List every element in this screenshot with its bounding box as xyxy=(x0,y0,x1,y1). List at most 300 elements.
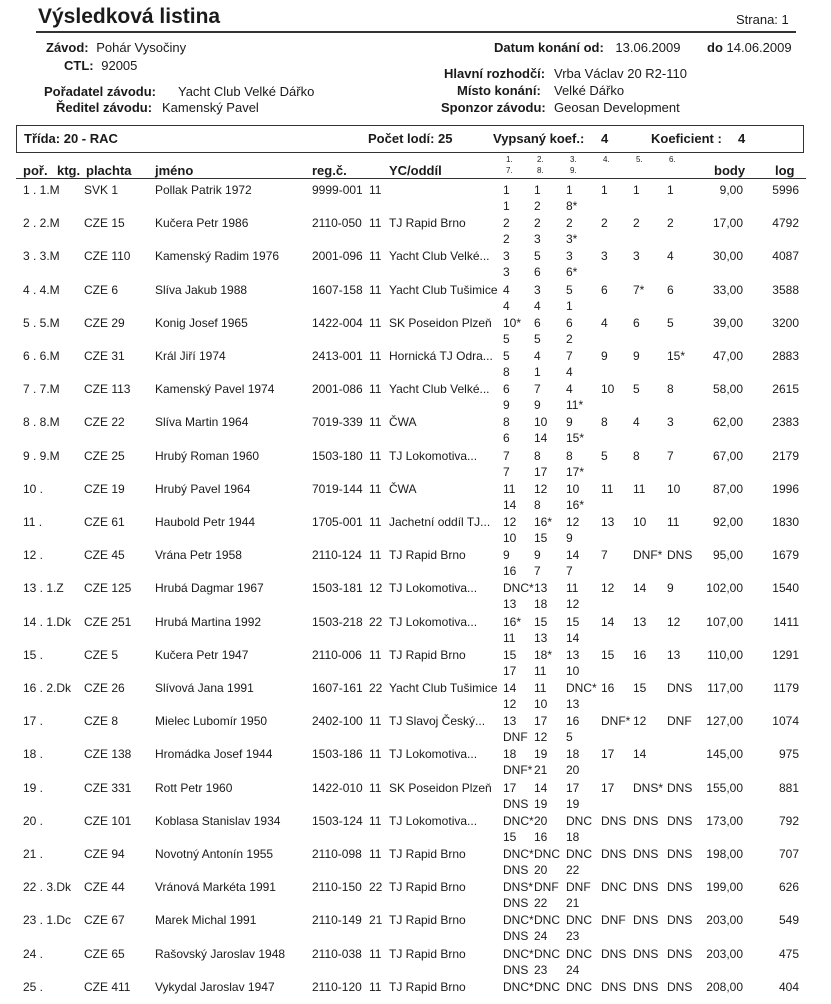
rank-cell: 7 . 7.M xyxy=(23,382,60,396)
col-yc: YC/oddíl xyxy=(389,163,442,178)
race-result-cell: 11 xyxy=(503,482,516,496)
race-result-cell: 1 xyxy=(667,183,674,197)
race-result-cell: 14 xyxy=(503,681,517,695)
race-result-cell: 16 xyxy=(633,648,647,662)
race-result-cell: DNS* xyxy=(503,880,534,894)
category-cell: 11 xyxy=(369,183,382,197)
race-result-cell: 11 xyxy=(667,515,680,529)
race-result-cell: 5 xyxy=(566,730,573,744)
race-result-cell: DNS xyxy=(503,797,529,811)
name-cell: Král Jiří 1974 xyxy=(155,349,226,363)
reg-number-cell: 7019-339 xyxy=(312,415,363,429)
race-result-cell: 15 xyxy=(503,830,517,844)
col-ktg: ktg. xyxy=(57,163,81,178)
race-result-cell: 3 xyxy=(633,249,640,263)
race-result-cell: DNC xyxy=(534,847,560,861)
race-result-cell: DNC xyxy=(566,913,592,927)
club-cell: TJ Slavoj Český... xyxy=(389,714,486,728)
race-result-cell: 11 xyxy=(534,681,547,695)
race-result-cell: 17 xyxy=(503,781,517,795)
race-header-3: 3. xyxy=(570,155,577,164)
category-cell: 11 xyxy=(369,747,382,761)
ctl-label: CTL: xyxy=(64,58,94,73)
race-result-cell: 6 xyxy=(503,431,510,445)
name-cell: Slíva Jakub 1988 xyxy=(155,283,248,297)
race-result-cell: 22 xyxy=(566,863,580,877)
club-cell: TJ Lokomotiva... xyxy=(389,814,478,828)
race-result-cell: DNC* xyxy=(503,913,534,927)
col-log: log xyxy=(775,163,795,178)
sail-number-cell: CZE 67 xyxy=(84,913,125,927)
race-result-cell: 2 xyxy=(534,216,541,230)
race-result-cell: 12 xyxy=(633,714,647,728)
category-cell: 11 xyxy=(369,548,382,562)
log-cell: 2179 xyxy=(772,449,799,463)
sail-number-cell: CZE 22 xyxy=(84,415,125,429)
race-header-9: 9. xyxy=(570,166,577,175)
sail-number-cell: CZE 8 xyxy=(84,714,119,728)
page-value: 1 xyxy=(781,12,789,27)
reg-number-cell: 2110-150 xyxy=(312,880,362,894)
datum-do-value: 14.06.2009 xyxy=(726,40,792,55)
poradatel-line xyxy=(44,84,315,99)
race-result-cell: 10 xyxy=(566,482,580,496)
race-result-cell: 12 xyxy=(667,615,681,629)
race-result-cell: 10* xyxy=(503,316,522,330)
race-result-cell: 7* xyxy=(633,283,645,297)
race-result-cell: 20 xyxy=(534,863,548,877)
race-result-cell: 7 xyxy=(534,382,541,396)
race-result-cell: 12 xyxy=(503,697,517,711)
race-result-cell: 6 xyxy=(534,316,541,330)
reg-number-cell: 1503-180 xyxy=(312,449,363,463)
vypsany-koef-label: Vypsaný koef.: xyxy=(493,131,585,146)
reg-number-cell: 2110-038 xyxy=(312,947,362,961)
race-result-cell: 7 xyxy=(601,548,608,562)
reg-number-cell: 2110-050 xyxy=(312,216,362,230)
zavod-line xyxy=(46,40,186,55)
race-result-cell: 1 xyxy=(601,183,608,197)
club-cell: ČWA xyxy=(389,415,417,429)
race-header-4: 4. xyxy=(603,155,610,164)
race-result-cell: 16 xyxy=(503,564,517,578)
race-header-2: 2. xyxy=(537,155,544,164)
reditel-label: Ředitel závodu: xyxy=(56,100,153,115)
rank-cell: 22 . 3.Dk xyxy=(23,880,72,894)
club-cell: TJ Lokomotiva... xyxy=(389,747,478,761)
reg-number-cell: 9999-001 xyxy=(312,183,363,197)
race-result-cell: 7 xyxy=(503,465,510,479)
category-cell: 11 xyxy=(369,781,382,795)
col-plachta: plachta xyxy=(86,163,132,178)
pocet-lodi: Počet lodí: 25 xyxy=(368,131,453,146)
race-result-cell: DNS xyxy=(633,913,659,927)
rank-cell: 1 . 1.M xyxy=(23,183,60,197)
race-result-cell: DNS xyxy=(667,913,693,927)
category-cell: 11 xyxy=(369,515,382,529)
race-result-cell: DNF xyxy=(667,714,692,728)
sail-number-cell: CZE 61 xyxy=(84,515,125,529)
points-cell: 102,00 xyxy=(706,581,743,595)
race-result-cell: 10 xyxy=(503,531,517,545)
race-result-cell: 13 xyxy=(534,581,548,595)
race-result-cell: 13 xyxy=(503,714,517,728)
log-cell: 404 xyxy=(778,980,799,994)
race-result-cell: 2 xyxy=(601,216,608,230)
points-cell: 155,00 xyxy=(706,781,743,795)
koeficient-label: Koeficient : xyxy=(651,131,722,146)
race-result-cell: 4 xyxy=(667,249,674,263)
club-cell: TJ Rapid Brno xyxy=(389,980,466,994)
race-result-cell: 5 xyxy=(534,249,541,263)
race-result-cell: 9 xyxy=(503,398,510,412)
sail-number-cell: CZE 94 xyxy=(84,847,125,861)
rank-cell: 4 . 4.M xyxy=(23,283,60,297)
club-cell: TJ Rapid Brno xyxy=(389,947,466,961)
points-cell: 145,00 xyxy=(706,747,743,761)
race-result-cell: 13 xyxy=(566,697,580,711)
race-result-cell: DNC xyxy=(566,947,592,961)
points-cell: 47,00 xyxy=(712,349,743,363)
club-cell: TJ Rapid Brno xyxy=(389,913,466,927)
race-result-cell: 9 xyxy=(534,548,541,562)
race-result-cell: 2 xyxy=(633,216,640,230)
race-result-cell: 9 xyxy=(633,349,640,363)
sponzor-value: Geosan Development xyxy=(554,100,680,115)
race-result-cell: 10 xyxy=(534,697,548,711)
rank-cell: 25 . xyxy=(23,980,44,994)
club-cell: TJ Rapid Brno xyxy=(389,648,466,662)
reg-number-cell: 7019-144 xyxy=(312,482,363,496)
race-header-7: 7. xyxy=(506,166,513,175)
race-result-cell: 16* xyxy=(534,515,553,529)
name-cell: Vránová Markéta 1991 xyxy=(155,880,276,894)
race-result-cell: DNC* xyxy=(503,980,534,994)
log-cell: 3588 xyxy=(772,283,799,297)
race-result-cell: DNS xyxy=(503,863,529,877)
race-result-cell: 2 xyxy=(667,216,674,230)
points-cell: 39,00 xyxy=(712,316,743,330)
name-cell: Kamenský Radim 1976 xyxy=(155,249,280,263)
rank-cell: 14 . 1.Dk xyxy=(23,615,72,629)
reg-number-cell: 1607-161 xyxy=(312,681,363,695)
race-result-cell: DNS xyxy=(633,947,659,961)
sail-number-cell: CZE 5 xyxy=(84,648,119,662)
race-header-6: 6. xyxy=(669,155,676,164)
race-result-cell: 20 xyxy=(566,763,580,777)
race-result-cell: 6 xyxy=(601,283,608,297)
race-result-cell: DNS xyxy=(503,896,529,910)
race-result-cell: 1 xyxy=(503,183,510,197)
log-cell: 2883 xyxy=(772,349,799,363)
sail-number-cell: CZE 411 xyxy=(84,980,131,994)
sail-number-cell: CZE 101 xyxy=(84,814,132,828)
race-result-cell: 2 xyxy=(566,332,573,346)
category-cell: 11 xyxy=(369,482,382,496)
race-result-cell: DNS xyxy=(601,980,627,994)
club-cell: TJ Rapid Brno xyxy=(389,847,466,861)
points-cell: 9,00 xyxy=(719,183,743,197)
reg-number-cell: 2110-006 xyxy=(312,648,362,662)
sail-number-cell: CZE 138 xyxy=(84,747,132,761)
club-cell: TJ Rapid Brno xyxy=(389,548,466,562)
race-result-cell: DNS xyxy=(503,963,529,977)
rank-cell: 17 . xyxy=(23,714,44,728)
club-cell: TJ Lokomotiva... xyxy=(389,581,478,595)
race-result-cell: 18 xyxy=(566,747,580,761)
race-result-cell: DNS xyxy=(601,814,627,828)
col-reg: reg.č. xyxy=(312,163,347,178)
club-cell: Yacht Club Velké... xyxy=(389,249,490,263)
race-result-cell: 12 xyxy=(534,482,548,496)
race-result-cell: 13 xyxy=(667,648,681,662)
koeficient-value: 4 xyxy=(738,131,746,146)
sail-number-cell: CZE 26 xyxy=(84,681,125,695)
race-result-cell: 1 xyxy=(503,199,510,213)
race-result-cell: 11 xyxy=(534,664,547,678)
rank-cell: 23 . 1.Dc xyxy=(23,913,72,927)
category-cell: 11 xyxy=(369,449,382,463)
race-result-cell: 17* xyxy=(566,465,585,479)
race-result-cell: 16 xyxy=(534,830,548,844)
race-result-cell: 13 xyxy=(503,597,517,611)
race-result-cell: DNS xyxy=(667,781,693,795)
rank-cell: 6 . 6.M xyxy=(23,349,60,363)
name-cell: Kamenský Pavel 1974 xyxy=(155,382,275,396)
sail-number-cell: CZE 19 xyxy=(84,482,125,496)
race-header-1: 1. xyxy=(506,155,513,164)
race-result-cell: DNF xyxy=(534,880,559,894)
category-cell: 11 xyxy=(369,349,382,363)
sail-number-cell: CZE 15 xyxy=(84,216,125,230)
race-result-cell: 4 xyxy=(566,365,573,379)
race-header-8: 8. xyxy=(537,166,544,175)
race-result-cell: DNC xyxy=(566,980,592,994)
name-cell: Hrubý Roman 1960 xyxy=(155,449,260,463)
race-result-cell: DNF xyxy=(566,880,591,894)
log-cell: 707 xyxy=(778,847,799,861)
race-result-cell: 9 xyxy=(566,415,573,429)
reg-number-cell: 1503-181 xyxy=(312,581,363,595)
race-result-cell: DNS xyxy=(633,880,659,894)
reg-number-cell: 1503-124 xyxy=(312,814,363,828)
points-cell: 110,00 xyxy=(707,648,743,662)
points-cell: 33,00 xyxy=(712,283,743,297)
race-result-cell: 5 xyxy=(534,332,541,346)
race-result-cell: 11 xyxy=(633,482,646,496)
title-divider xyxy=(36,31,796,33)
race-result-cell: 8 xyxy=(601,415,608,429)
rank-cell: 5 . 5.M xyxy=(23,316,60,330)
race-result-cell: DNF* xyxy=(503,763,533,777)
race-result-cell: 14 xyxy=(633,581,647,595)
race-result-cell: 19 xyxy=(534,747,548,761)
rank-cell: 18 . xyxy=(23,747,44,761)
log-cell: 626 xyxy=(778,880,799,894)
race-result-cell: 5 xyxy=(503,349,510,363)
race-result-cell: 1 xyxy=(534,365,541,379)
race-result-cell: DNS* xyxy=(633,781,664,795)
race-result-cell: 13 xyxy=(566,648,580,662)
race-result-cell: 15 xyxy=(534,531,548,545)
race-result-cell: 7 xyxy=(566,564,573,578)
race-result-cell: 20 xyxy=(534,814,548,828)
log-cell: 4087 xyxy=(772,249,799,263)
race-result-cell: DNS xyxy=(633,847,659,861)
log-cell: 1074 xyxy=(772,714,799,728)
reditel-value: Kamenský Pavel xyxy=(162,100,259,115)
rank-cell: 13 . 1.Z xyxy=(23,581,64,595)
category-cell: 11 xyxy=(369,415,382,429)
reg-number-cell: 1503-218 xyxy=(312,615,363,629)
race-result-cell: 12 xyxy=(534,730,548,744)
race-result-cell: 7 xyxy=(503,449,510,463)
reg-number-cell: 2110-098 xyxy=(312,847,362,861)
sail-number-cell: CZE 110 xyxy=(84,249,131,263)
sail-number-cell: CZE 113 xyxy=(84,382,131,396)
rank-cell: 19 . xyxy=(23,781,44,795)
ctl-value: 92005 xyxy=(101,58,138,73)
race-result-cell: DNC* xyxy=(503,814,534,828)
reg-number-cell: 2110-124 xyxy=(312,548,362,562)
race-result-cell: 22 xyxy=(534,896,548,910)
race-result-cell: 14 xyxy=(566,631,580,645)
rank-cell: 11 . xyxy=(23,515,43,529)
race-result-cell: DNS xyxy=(667,847,693,861)
category-cell: 11 xyxy=(369,714,382,728)
race-result-cell: 13 xyxy=(534,631,548,645)
race-result-cell: 15 xyxy=(503,648,517,662)
points-cell: 117,00 xyxy=(707,681,743,695)
category-cell: 11 xyxy=(369,947,382,961)
race-result-cell: 14 xyxy=(503,498,517,512)
race-result-cell: 3 xyxy=(534,283,541,297)
race-result-cell: 1 xyxy=(566,183,573,197)
category-cell: 11 xyxy=(369,648,382,662)
race-result-cell: 2 xyxy=(503,232,510,246)
race-result-cell: 8 xyxy=(534,449,541,463)
rank-cell: 8 . 8.M xyxy=(23,415,60,429)
name-cell: Hrubá Dagmar 1967 xyxy=(155,581,264,595)
sail-number-cell: CZE 331 xyxy=(84,781,132,795)
race-result-cell: 9 xyxy=(534,398,541,412)
race-result-cell: 10 xyxy=(667,482,681,496)
reditel-line xyxy=(56,100,259,115)
poradatel-value: Yacht Club Velké Dářko xyxy=(178,84,315,99)
club-cell: TJ Lokomotiva... xyxy=(389,615,478,629)
race-result-cell: 2 xyxy=(566,216,573,230)
trida: Třída: 20 - RAC xyxy=(24,131,118,146)
race-header-5: 5. xyxy=(636,155,643,164)
race-result-cell: 13 xyxy=(633,615,647,629)
race-result-cell: 17 xyxy=(566,781,580,795)
reg-number-cell: 1705-001 xyxy=(312,515,363,529)
reg-number-cell: 2413-001 xyxy=(312,349,363,363)
header-divider xyxy=(16,178,806,179)
race-result-cell: 9 xyxy=(667,581,674,595)
rank-cell: 24 . xyxy=(23,947,44,961)
points-cell: 203,00 xyxy=(706,913,743,927)
race-result-cell: 3 xyxy=(566,249,573,263)
sail-number-cell: CZE 125 xyxy=(84,581,132,595)
club-cell: Yacht Club Velké... xyxy=(389,382,490,396)
race-result-cell: DNC* xyxy=(566,681,597,695)
club-cell: SK Poseidon Plzeň xyxy=(389,781,492,795)
misto-value: Velké Dářko xyxy=(554,83,625,98)
race-result-cell: 6 xyxy=(667,283,674,297)
points-cell: 199,00 xyxy=(706,880,743,894)
rozhodci-label: Hlavní rozhodčí: xyxy=(444,66,546,81)
log-cell: 2615 xyxy=(772,382,799,396)
name-cell: Marek Michal 1991 xyxy=(155,913,257,927)
datum-od-value: 13.06.2009 xyxy=(615,40,681,55)
race-result-cell: DNC* xyxy=(503,847,534,861)
sail-number-cell: CZE 31 xyxy=(84,349,125,363)
points-cell: 198,00 xyxy=(706,847,743,861)
race-result-cell: 3 xyxy=(601,249,608,263)
race-result-cell: 4 xyxy=(534,299,541,313)
sail-number-cell: SVK 1 xyxy=(84,183,119,197)
club-cell: Yacht Club Tušimice xyxy=(389,283,498,297)
sail-number-cell: CZE 44 xyxy=(84,880,125,894)
zavod-value: Pohár Vysočiny xyxy=(96,40,187,55)
rank-cell: 9 . 9.M xyxy=(23,449,60,463)
race-result-cell: 8* xyxy=(566,199,578,213)
name-cell: Hromádka Josef 1944 xyxy=(155,747,273,761)
sponzor-label: Sponzor závodu: xyxy=(441,100,546,115)
race-result-cell: 15 xyxy=(534,615,548,629)
col-jmeno: jméno xyxy=(155,163,194,178)
race-result-cell: DNF xyxy=(503,730,528,744)
category-cell: 22 xyxy=(369,615,383,629)
race-result-cell: 9 xyxy=(503,548,510,562)
name-cell: Hrubá Martina 1992 xyxy=(155,615,262,629)
sail-number-cell: CZE 29 xyxy=(84,316,125,330)
race-result-cell: 17 xyxy=(601,747,615,761)
points-cell: 17,00 xyxy=(712,216,743,230)
race-result-cell: 12 xyxy=(566,515,580,529)
race-result-cell: 10 xyxy=(534,415,548,429)
log-cell: 3200 xyxy=(772,316,799,330)
log-cell: 2383 xyxy=(772,415,799,429)
race-result-cell: 10 xyxy=(566,664,580,678)
reg-number-cell: 2402-100 xyxy=(312,714,363,728)
name-cell: Slívová Jana 1991 xyxy=(155,681,254,695)
race-result-cell: 1 xyxy=(534,183,541,197)
points-cell: 107,00 xyxy=(706,615,743,629)
race-result-cell: 3 xyxy=(503,249,510,263)
datum-label: Datum konání od: xyxy=(494,40,604,55)
name-cell: Slíva Martin 1964 xyxy=(155,415,249,429)
race-result-cell: 14 xyxy=(534,781,548,795)
club-cell: Jachetní oddíl TJ... xyxy=(389,515,491,529)
club-cell: Yacht Club Tušimice xyxy=(389,681,498,695)
race-result-cell: 7 xyxy=(566,349,573,363)
race-result-cell: 8 xyxy=(633,449,640,463)
log-cell: 792 xyxy=(778,814,799,828)
race-result-cell: 16 xyxy=(601,681,615,695)
race-result-cell: DNF* xyxy=(601,714,631,728)
rank-cell: 16 . 2.Dk xyxy=(23,681,72,695)
race-result-cell: 7 xyxy=(667,449,674,463)
category-cell: 11 xyxy=(369,249,382,263)
race-result-cell: DNC xyxy=(601,880,627,894)
race-result-cell: 2 xyxy=(534,199,541,213)
rank-cell: 21 . xyxy=(23,847,44,861)
race-result-cell: DNS xyxy=(601,847,627,861)
sail-number-cell: CZE 25 xyxy=(84,449,125,463)
log-cell: 1996 xyxy=(772,482,799,496)
